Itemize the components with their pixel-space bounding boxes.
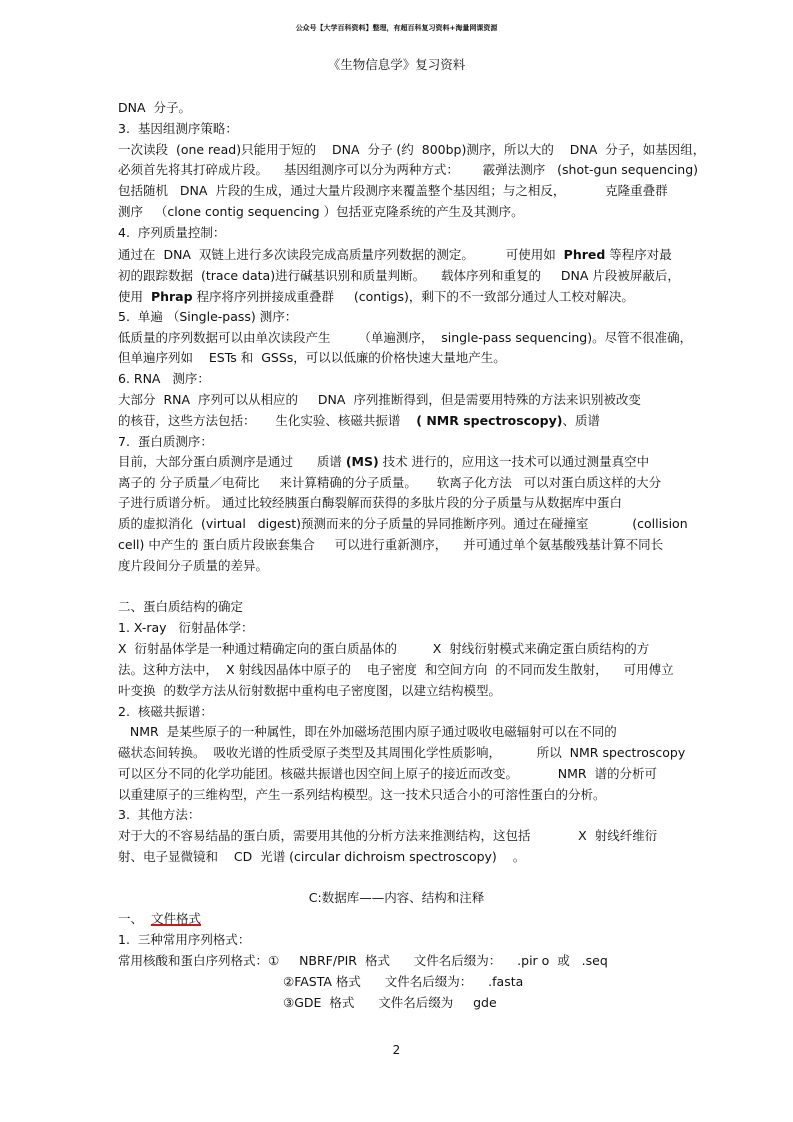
item-heading: 7. 蛋白质测序：: [118, 434, 213, 449]
item-heading: 3. 其他方法：: [118, 807, 201, 822]
text-line: 的核苷，这些方法包括： 生化实验、核磁共振谱 ( NMR spectroscopy)、质谱: [118, 413, 600, 428]
format-line: ②FASTA 格式 文件名后缀为： .fasta: [283, 974, 524, 989]
file-format-title: 文件格式: [150, 911, 201, 926]
text-line: 低质量的序列数据可以由单次读段产生 （单遍测序， single-pass sequencing)。尽管不很准确，: [118, 330, 693, 345]
text-line: 对于大的不容易结晶的蛋白质，需要用其他的分析方法来推测结构，这包括 X 射线纤维衍: [118, 828, 658, 843]
text-line: 通过在 DNA 双链上进行多次读段完成高质量序列数据的测定。 可使用如 Phred 等程序对最: [118, 247, 672, 262]
item-heading: 2. 核磁共振谱：: [118, 704, 213, 719]
item-heading: 4. 序列质量控制：: [118, 225, 226, 240]
text-line: 磁状态间转换。 吸收光谱的性质受原子类型及其周围化学性质影响， 所以 NMR spectroscopy: [118, 745, 686, 760]
watermark-header: 公众号【大学百科资料】整理，有超百科复习资料+海量网课资源: [295, 24, 498, 32]
text-line: 度片段间分子质量的差异。: [118, 558, 269, 573]
item-heading: 1. X-ray 衍射晶体学：: [118, 620, 254, 635]
text-line: 大部分 RNA 序列可以从相应的 DNA 序列推断得到，但是需要用特殊的方法来识别被改变: [118, 392, 641, 407]
format-line: ③GDE 格式 文件名后缀为 gde: [283, 995, 497, 1010]
text-line: 使用 Phrap 程序将序列拼接成重叠群 (contigs)，剩下的不一致部分通过人工校对解决。: [118, 289, 634, 304]
text-line: 初的跟踪数据 (trace data)进行碱基识别和质量判断。 载体序列和重复的 DNA 片段被屏蔽后，: [118, 268, 680, 283]
page-title: 《生物信息学》复习资料: [327, 57, 466, 72]
text-line: 必须首先将其打碎成片段。 基因组测序可以分为两种方式： 霰弹法测序 (shot-gun sequencing): [118, 162, 699, 177]
page-number: 2: [392, 1043, 401, 1057]
text-line: 质的虚拟消化 (virtual digest)预测而来的分子质量的异同推断序列。通过在碰撞室 (collision: [118, 516, 688, 531]
section-heading: 二、蛋白质结构的确定: [118, 599, 244, 614]
text-line: X 衍射晶体学是一种通过精确定向的蛋白质晶体的 X 射线衍射模式来确定蛋白质结构的方: [118, 641, 650, 656]
text-line: DNA 分子。: [118, 100, 191, 115]
text-line: 但单遍序列如 ESTs 和 GSSs，可以以低廉的价格快速大量地产生。: [118, 350, 506, 365]
text-line: 以重建原子的三维构型，产生一系列结构模型。这一技术只适合小的可溶性蛋白的分析。: [118, 787, 606, 802]
text-line: 射、电子显微镜和 CD 光谱 (circular dichroism spectroscopy) 。: [118, 849, 526, 864]
item-heading: 6. RNA 测序：: [118, 371, 210, 386]
text-line: 测序 （clone contig sequencing ）包括亚克隆系统的产生及其测序。: [118, 204, 524, 219]
text-line: 可以区分不同的化学功能团。核磁共振谱也因空间上原子的接近而改变。 NMR 谱的分析可: [118, 766, 658, 781]
subsection-heading: 一、 文件格式: [118, 911, 201, 926]
text-line: 目前，大部分蛋白质测序是通过 质谱 (MS) 技术 进行的，应用这一技术可以通过测量真空中: [118, 454, 650, 469]
text-line: 子进行质谱分析。 通过比较经胰蛋白酶裂解而获得的多肽片段的分子质量与从数据库中蛋白: [118, 495, 622, 510]
text-line: 包括随机 DNA 片段的生成，通过大量片段测序来覆盖整个基因组；与之相反， 克隆重叠群: [118, 183, 668, 198]
item-heading: 3. 基因组测序策略：: [118, 121, 238, 136]
text-line: 离子的 分子质量／电荷比 来计算精确的分子质量。 软离子化方法 可以对蛋白质这样的大分: [118, 475, 662, 490]
text-line: 叶变换 的数学方法从衍射数据中重构电子密度图，以建立结构模型。: [118, 683, 501, 698]
item-heading: 1. 三种常用序列格式：: [118, 932, 251, 947]
item-heading: 5. 单遍 （Single-pass) 测序：: [118, 309, 298, 324]
text-line: 一次读段 (one read)只能用于短的 DNA 分子 (约 800bp)测序，所以大的 DNA 分子，如基因组，: [118, 142, 706, 157]
text-line: NMR 是某些原子的一种属性，即在外加磁场范围内原子通过吸收电磁辐射可以在不同的: [118, 724, 617, 739]
text-line: 法。这种方法中， X 射线因晶体中原子的 电子密度 和空间方向 的不同而发生散射， 可用傅立: [118, 662, 674, 677]
text-line: cell) 中产生的 蛋白质片段嵌套集合 可以进行重新测序， 并可通过单个氨基酸残基计算不同长: [118, 537, 664, 552]
section-c-heading: C:数据库——内容、结构和注释: [308, 890, 485, 905]
format-line: 常用核酸和蛋白序列格式：① NBRF/PIR 格式 文件名后缀为： .pir o 或 .seq: [118, 953, 608, 968]
